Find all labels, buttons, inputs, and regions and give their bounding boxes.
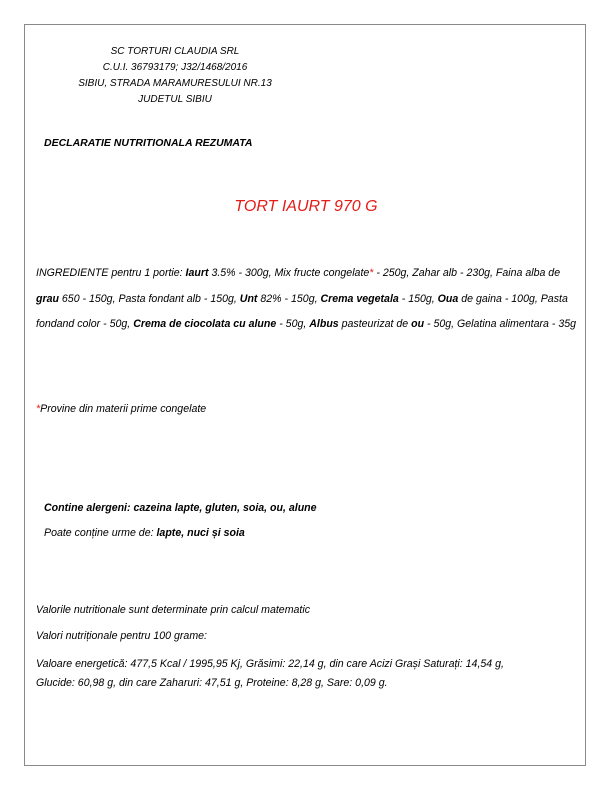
nutrition-method: Valorile nutritionale sunt determinate prin calcul matematic [36, 604, 310, 616]
ingredient-after-mix: - 250g, Zahar alb - 230g, Faina alba de [373, 267, 561, 279]
ingredient-ou: ou [411, 318, 425, 330]
nutrition-per100-heading: Valori nutriționale pentru 100 grame: [36, 630, 207, 642]
ingredient-oua: Oua [437, 292, 459, 305]
product-title: TORT IAURT 970 G [234, 198, 378, 215]
company-county: JUDETUL SIBIU [138, 94, 212, 105]
ingredients-paragraph [36, 261, 576, 338]
frozen-asterisk: * [369, 267, 374, 279]
frozen-note-asterisk: * [36, 403, 41, 415]
ingredient-grau-qty: 650 - 150g, Pasta fondant alb - 150g, [58, 292, 240, 305]
nutrition-values [36, 655, 576, 693]
company-header [40, 44, 310, 108]
ingredient-iaurt-qty: 3.5% - 300g, Mix fructe congelate [208, 267, 370, 279]
ingredient-crema-ciocolata-qty: - 50g, [276, 318, 310, 330]
traces-line [44, 527, 245, 539]
ingredient-grau: grau [36, 292, 59, 305]
ingredient-unt: Unt [239, 292, 258, 305]
company-address: SIBIU, STRADA MARAMURESULUI NR.13 [78, 78, 272, 89]
ingredient-oua-qty: de gaina - 100g, Pasta fondand color - 50g, [36, 292, 568, 330]
declaration-heading: DECLARATIE NUTRITIONALA REZUMATA [44, 137, 253, 149]
ingredient-unt-qty: 82% - 150g, [257, 292, 321, 305]
company-cui: C.U.I. 36793179; J32/1468/2016 [102, 62, 248, 73]
ingredient-crema-ciocolata: Crema de ciocolata cu alune [133, 318, 277, 330]
ingredient-iaurt: Iaurt [185, 267, 209, 279]
traces-items: lapte, nuci și soia [156, 527, 245, 539]
frozen-note [36, 403, 206, 415]
frozen-note-text: Provine din materii prime congelate [40, 403, 207, 415]
ingredient-ou-qty: - 50g, Gelatina alimentara - 35g [424, 318, 577, 330]
ingredient-crema-vegetala: Crema vegetala [320, 292, 399, 305]
allergens-line: Contine alergeni: cazeina lapte, gluten, soia, ou, alune [44, 502, 317, 514]
traces-prefix: Poate conține urme de: [44, 527, 157, 539]
ingredient-crema-vegetala-qty: - 150g, [398, 292, 438, 305]
ingredient-albus: Albus [309, 318, 339, 330]
ingredients-prefix: INGREDIENTE pentru 1 portie: [36, 267, 186, 279]
nutrition-line-1: Valoare energetică: 477,5 Kcal / 1995,95 Kj, Grăsimi: 22,14 g, din care Acizi Grași Saturați: 14,54 g, [36, 658, 504, 670]
nutrition-line-2: Glucide: 60,98 g, din care Zaharuri: 47,51 g, Proteine: 8,28 g, Sare: 0,09 g. [36, 677, 388, 689]
ingredient-albus-qty: pasteurizat de [338, 318, 412, 330]
company-name: SC TORTURI CLAUDIA SRL [110, 46, 240, 57]
